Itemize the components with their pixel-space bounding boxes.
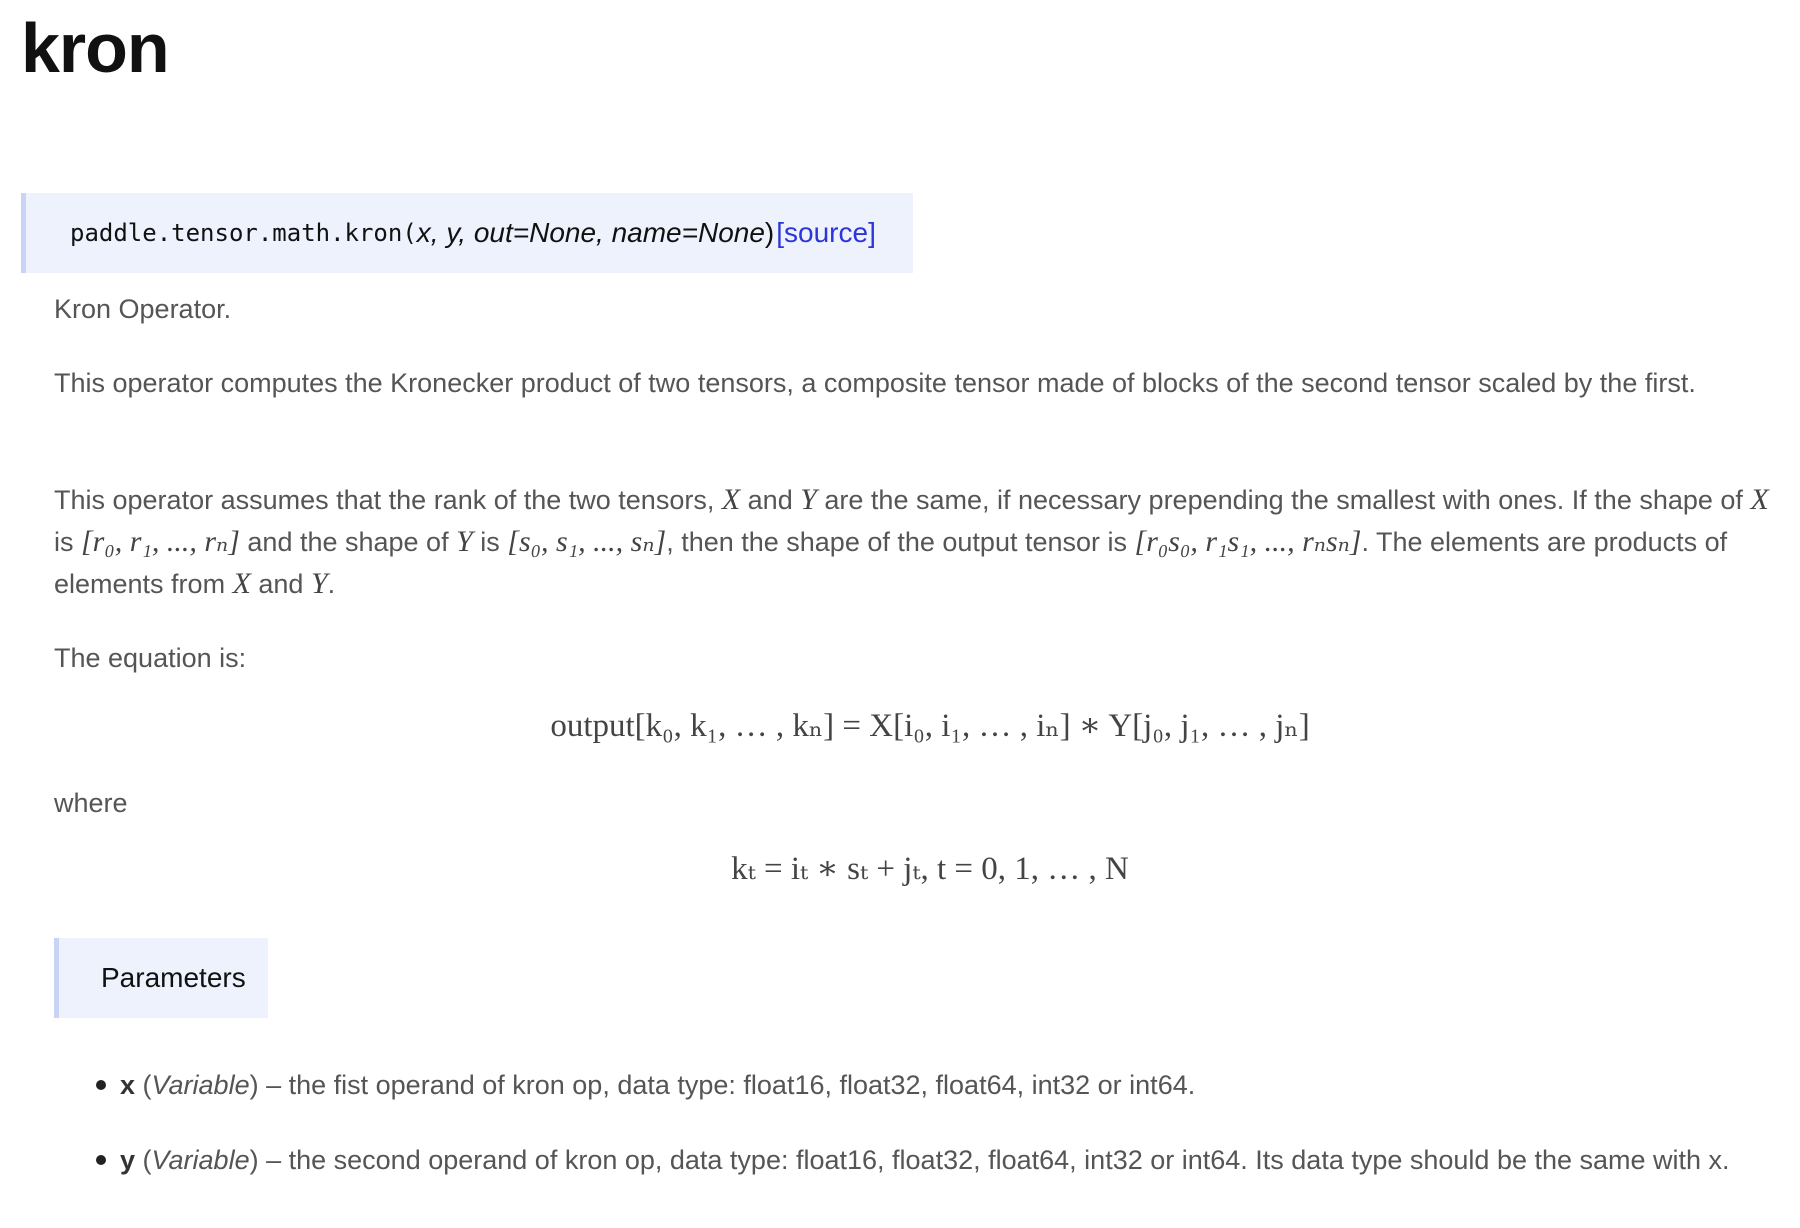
param-desc: – the fist operand of kron op, data type: float16, float32, float64, int32 or int64. xyxy=(258,1070,1196,1100)
bullet-icon xyxy=(96,1080,106,1090)
source-link[interactable]: [source] xyxy=(776,217,876,248)
math-shape-output: [r₀s₀, r₁s₁, ..., rₙsₙ] xyxy=(1134,525,1362,558)
text-span: is xyxy=(472,527,508,557)
param-type: Variable xyxy=(151,1070,250,1100)
index-equation: kₜ = iₜ ∗ sₜ + jₜ, t = 0, 1, … , N xyxy=(731,851,1129,887)
equation-intro: The equation is: xyxy=(54,643,247,673)
math-shape-y: [s₀, s₁, ..., sₙ] xyxy=(507,525,667,558)
signature-args: x, y, out=None, name=None xyxy=(416,217,765,248)
function-signature xyxy=(21,193,913,273)
math-y: Y xyxy=(310,567,328,600)
math-y: Y xyxy=(800,483,817,516)
signature-module: paddle.tensor.math.kron( xyxy=(70,219,417,247)
signature-close: ) xyxy=(764,217,775,248)
where-label: where xyxy=(54,788,128,818)
text-span: . The elements are products of elements from xyxy=(54,527,1728,599)
description-summary: Kron Operator. xyxy=(54,294,232,324)
param-type: Variable xyxy=(151,1145,250,1175)
text-span: is xyxy=(54,527,81,557)
text-span: This operator assumes that the rank of the two tensors, xyxy=(54,485,722,515)
param-name: y xyxy=(120,1145,136,1175)
param-item-y: y (Variable) – the second operand of kron op, data type: float16, float32, float64, int32 or int64. Its data type should be the same with x. xyxy=(120,1139,1760,1181)
text-span: and xyxy=(250,569,311,599)
math-x: X xyxy=(721,483,741,516)
bullet-icon xyxy=(96,1155,106,1165)
parameters-heading: Parameters xyxy=(54,938,268,1018)
text-span: and xyxy=(740,485,801,515)
text-span: . xyxy=(327,569,336,599)
param-item-x: x (Variable) – the fist operand of kron op, data type: float16, float32, float64, int32 or int64. xyxy=(120,1064,1760,1106)
page-title: kron xyxy=(21,9,169,87)
math-y: Y xyxy=(456,525,473,558)
description-paragraph-2 xyxy=(54,479,1794,605)
description-paragraph-1: This operator computes the Kronecker product of two tensors, a composite tensor made of blocks of the second tensor scaled by the first. xyxy=(54,368,1696,398)
math-shape-x: [r₀, r₁, ..., rₙ] xyxy=(81,525,240,558)
math-x: X xyxy=(1750,483,1769,516)
kron-equation: output[k₀, k₁, … , kₙ] = X[i₀, i₁, … , iₙ] ∗ Y[j₀, j₁, … , jₙ] xyxy=(550,708,1310,744)
text-span: are the same, if necessary prepending the smallest with ones. If the shape of xyxy=(816,485,1751,515)
text-span: and the shape of xyxy=(239,527,457,557)
param-name: x xyxy=(120,1070,136,1100)
math-x: X xyxy=(232,567,251,600)
param-desc: – the second operand of kron op, data type: float16, float32, float64, int32 or int64. Its data type should be the same with x. xyxy=(258,1145,1730,1175)
text-span: , then the shape of the output tensor is xyxy=(666,527,1135,557)
